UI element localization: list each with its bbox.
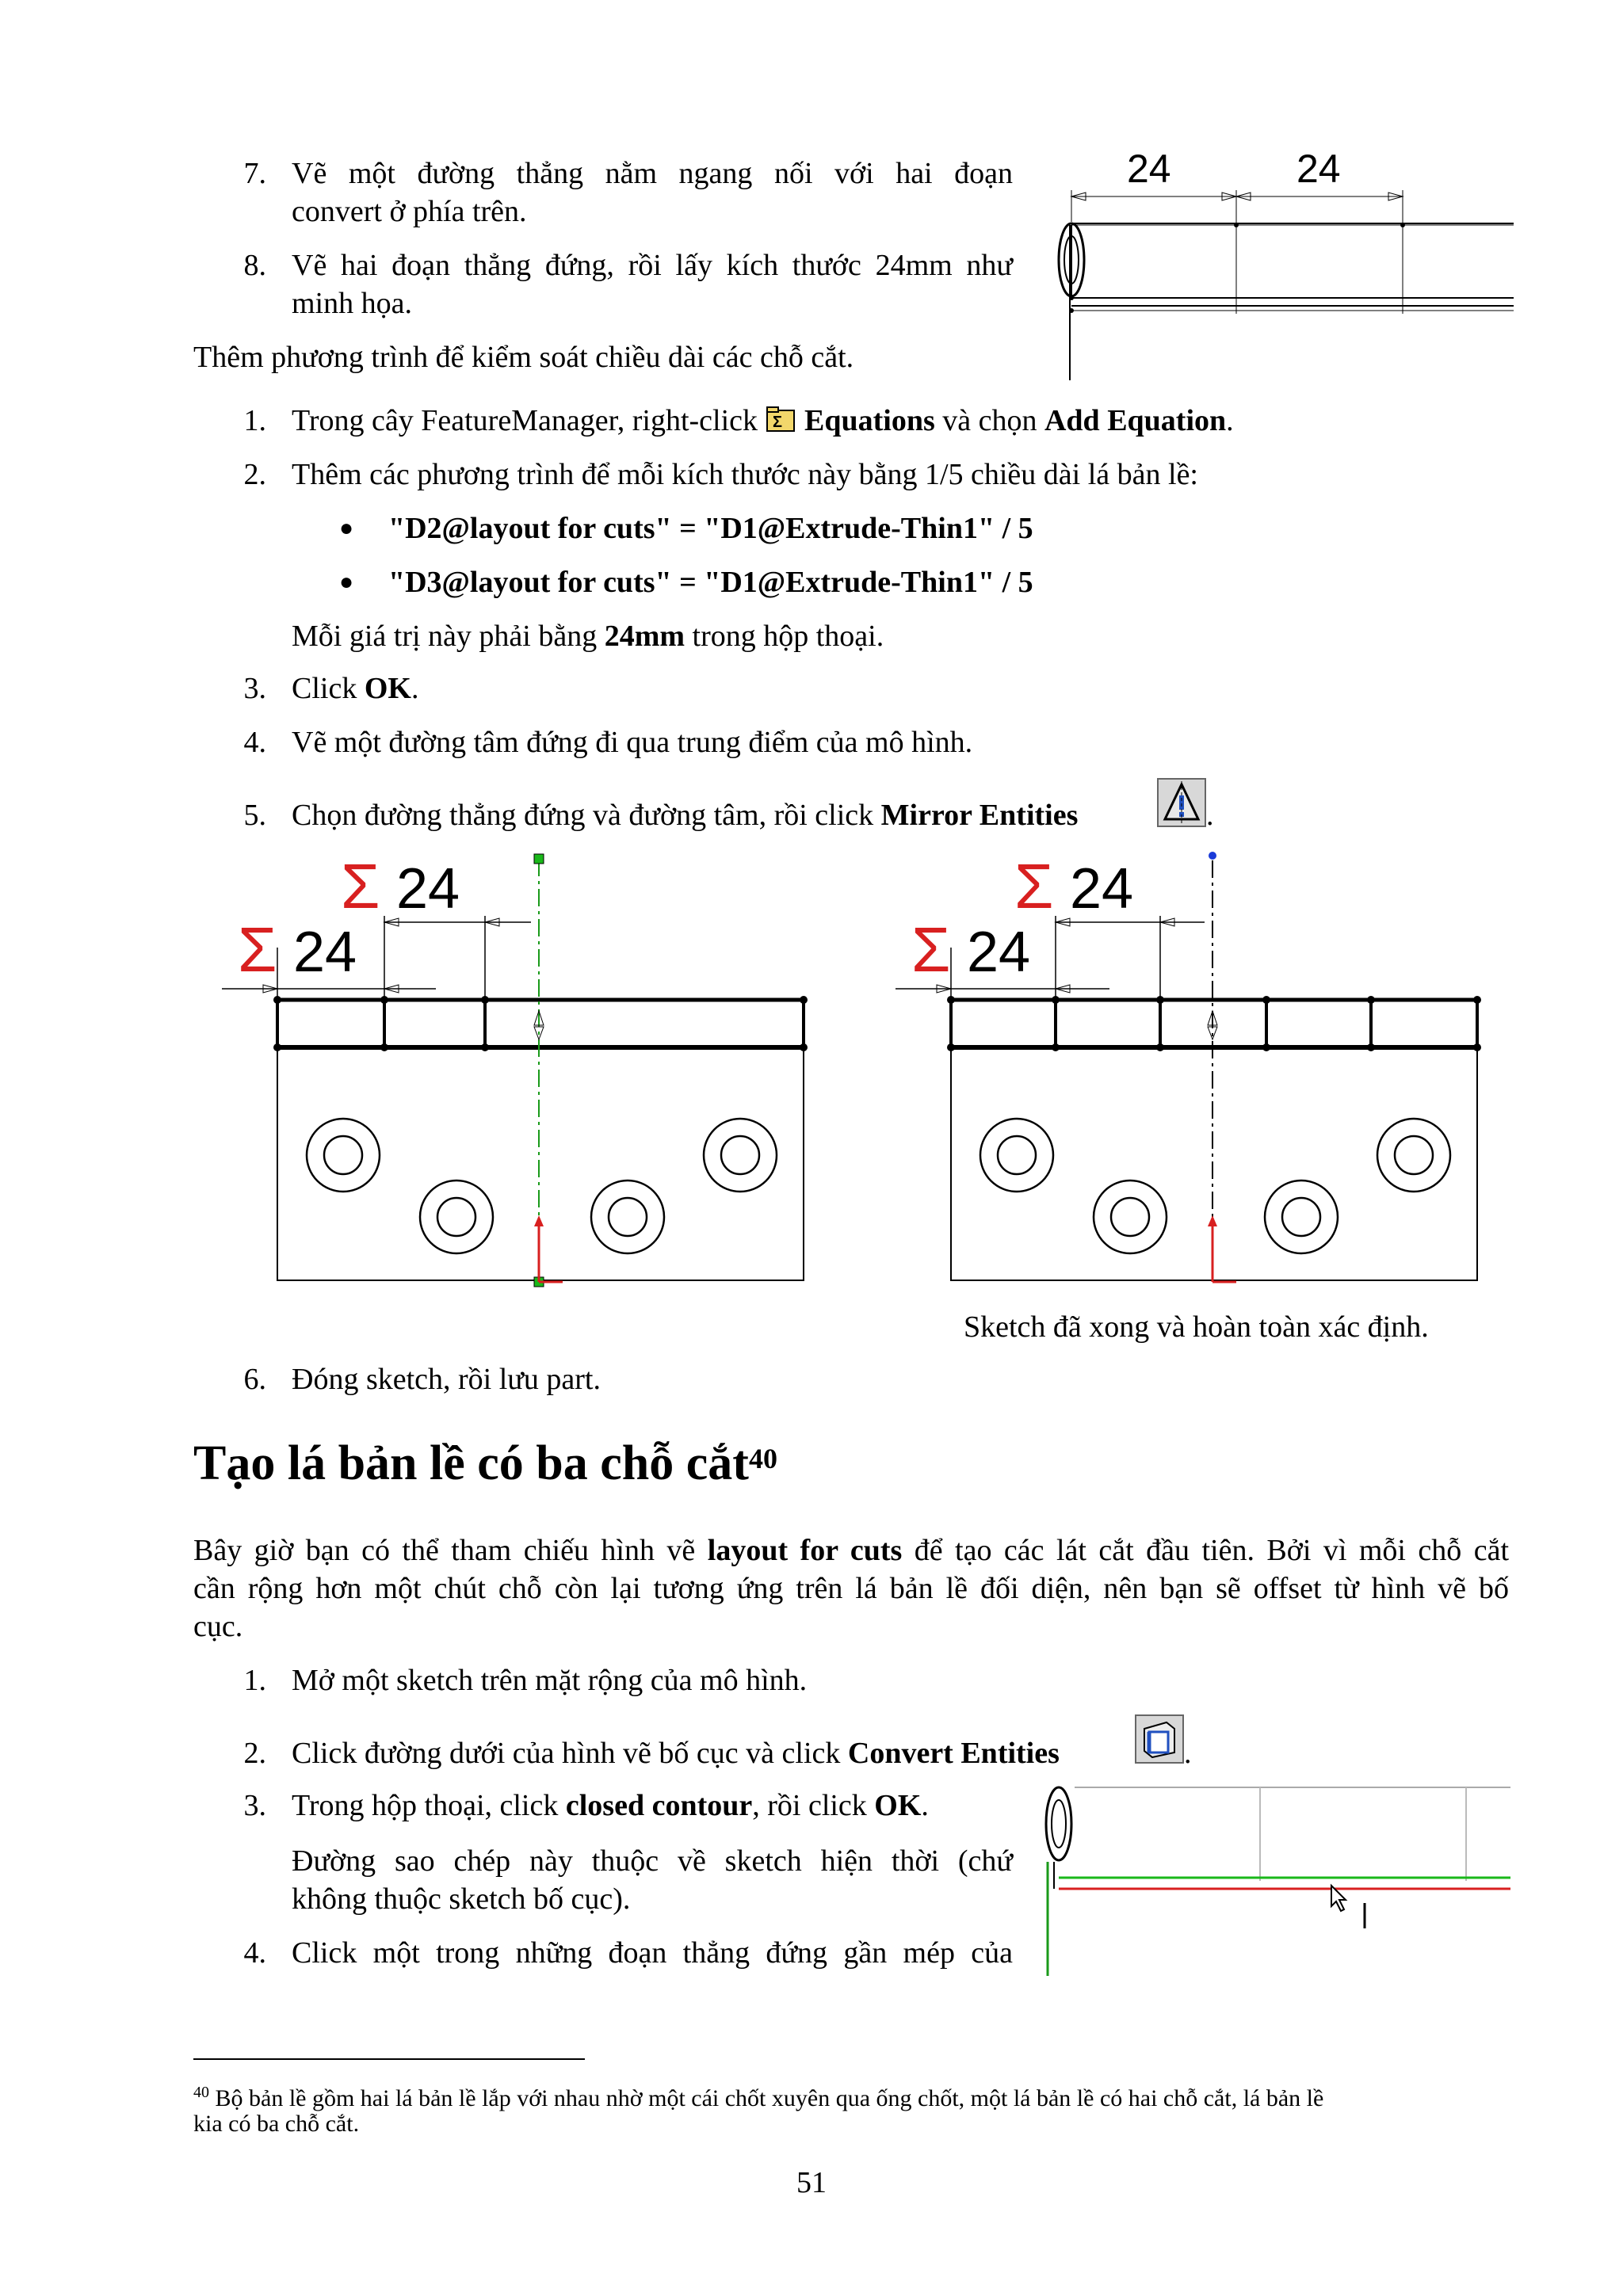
eq-step-5: [292, 797, 1078, 833]
eq-step-3-pre: Click: [292, 672, 365, 705]
figure-caption: Sketch đã xong và hoàn toàn xác định.: [964, 1310, 1429, 1344]
note-value: 24mm: [604, 620, 685, 653]
footnote-text: Bộ bản lề gồm hai lá bản lề lắp với nhau nhờ một cái chốt xuyên qua ống chốt, một lá bản lề có hai chỗ cắt, lá bản lề: [209, 2085, 1324, 2111]
top-dim-a: 24: [1127, 147, 1171, 191]
eq-step-1-mid: và chọn: [934, 404, 1044, 437]
eq-step-1-number: 1.: [243, 404, 266, 437]
svg-text:Σ: Σ: [772, 414, 782, 432]
footnote-line1: [193, 2077, 1509, 2114]
sec-step-2-period: .: [1184, 1737, 1192, 1770]
step-8-line1: Vẽ hai đoạn thẳng đứng, rồi lấy kích thước 24mm như: [292, 249, 1013, 282]
mirror-entities-icon: [1157, 778, 1206, 836]
sketch-dim-3: 24: [1070, 857, 1134, 921]
section-title: Tạo lá bản lề có ba chỗ cắt: [193, 1436, 749, 1490]
sketch-dim-4: 24: [967, 921, 1031, 984]
step-8-line2: minh họa.: [292, 287, 412, 320]
hinge-dimension-figure: [1038, 143, 1514, 380]
sigma-4: Σ: [911, 914, 951, 985]
equations-term: Equations: [804, 404, 935, 437]
eq-step-3-post: .: [411, 672, 419, 705]
eq-step-6: Đóng sketch, rồi lưu part.: [292, 1363, 601, 1396]
equation-note: [292, 618, 884, 654]
sec-step-3-mid: , rồi click: [752, 1789, 875, 1822]
sigma-3: Σ: [1014, 851, 1054, 921]
eq-step-5-period: .: [1206, 799, 1214, 832]
equation-1: [388, 510, 1033, 547]
eq-step-1-post: .: [1226, 404, 1234, 437]
eq-step-6-number: 6.: [243, 1363, 266, 1396]
ok-term-2: OK: [874, 1789, 922, 1822]
step-7-line1: Vẽ một đường thẳng nằm ngang nối với hai đoạn: [292, 157, 1013, 190]
section-intro-line2: cần rộng hơn một chút chỗ còn lại tương ứng trên lá bản lề đối diện, nên bạn sẽ offset từ hình vẽ bố: [193, 1572, 1509, 1605]
note-pre: Mỗi giá trị này phải bằng: [292, 620, 605, 653]
eq-step-1: [292, 402, 1234, 441]
closed-contour-term: closed contour: [565, 1789, 753, 1822]
footnote-ref: 40: [748, 1443, 777, 1474]
eq-step-4-number: 4.: [243, 726, 266, 759]
eq-step-1-text: Trong cây FeatureManager, right-click: [292, 404, 766, 437]
sec-step-4-number: 4.: [243, 1936, 266, 1970]
equation-2-text: "D3@layout for cuts" = "D1@Extrude-Thin1" / 5: [388, 566, 1033, 599]
sigma-1: Σ: [341, 851, 380, 921]
equation-1-text: "D2@layout for cuts" = "D1@Extrude-Thin1" / 5: [388, 512, 1033, 545]
sketch-before-mirror-figure: [214, 845, 816, 1296]
eq-step-2-number: 2.: [243, 458, 266, 491]
sec-step-3: [292, 1787, 929, 1824]
layout-for-cuts-term: layout for cuts: [707, 1534, 903, 1567]
footnote-line2: kia có ba chỗ cắt.: [193, 2111, 360, 2137]
equation-2: [388, 564, 1033, 601]
sketch-dim-1: 24: [396, 857, 460, 921]
sketch-after-mirror-figure: [888, 845, 1490, 1296]
footnote-number: 40: [193, 2084, 209, 2101]
eq-step-4: Vẽ một đường tâm đứng đi qua trung điểm của mô hình.: [292, 726, 973, 759]
equations-folder-icon: [766, 405, 797, 441]
sec-step-3-note-line2: không thuộc sketch bố cục).: [292, 1882, 631, 1916]
footnote-rule: [193, 2058, 585, 2060]
bullet-1: ●: [339, 515, 354, 541]
note-post: trong hộp thoại.: [685, 620, 884, 653]
section-intro-line3: cục.: [193, 1610, 243, 1643]
sec-step-1: Mở một sketch trên mặt rộng của mô hình.: [292, 1664, 808, 1697]
sec-step-3-note-line1: Đường sao chép này thuộc về sketch hiện thời (chứ: [292, 1844, 1013, 1878]
sec-step-3-number: 3.: [243, 1789, 266, 1822]
sec-step-3-post: .: [921, 1789, 929, 1822]
step-7-number: 7.: [243, 157, 266, 190]
intro-post: để tạo các lát cắt đầu tiên. Bởi vì mỗi chỗ cắt: [902, 1534, 1510, 1567]
sigma-2: Σ: [238, 914, 277, 985]
convert-contour-figure: [1043, 1786, 1510, 1976]
sketch-dim-2: 24: [293, 921, 357, 984]
convert-entities-icon: [1135, 1714, 1184, 1772]
ok-term: OK: [364, 672, 411, 705]
eq-step-5-pre: Chọn đường thẳng đứng và đường tâm, rồi click: [292, 799, 881, 832]
sec-step-3-pre: Trong hộp thoại, click: [292, 1789, 566, 1822]
sec-step-4: Click một trong những đoạn thẳng đứng gần mép của: [292, 1936, 1013, 1970]
equations-intro: Thêm phương trình để kiểm soát chiều dài các chỗ cắt.: [193, 341, 854, 374]
eq-step-2: Thêm các phương trình để mỗi kích thước này bằng 1/5 chiều dài lá bản lề:: [292, 458, 1198, 491]
add-equation-term: Add Equation: [1044, 404, 1227, 437]
sec-step-2: [292, 1735, 1060, 1772]
page-number: 51: [796, 2166, 827, 2199]
step-8-number: 8.: [243, 249, 266, 282]
convert-entities-term: Convert Entities: [847, 1737, 1060, 1770]
eq-step-3-number: 3.: [243, 672, 266, 705]
bullet-2: ●: [339, 569, 354, 595]
eq-step-5-number: 5.: [243, 799, 266, 832]
sec-step-1-number: 1.: [243, 1664, 266, 1697]
section-heading: [193, 1436, 777, 1491]
eq-step-3: [292, 670, 418, 707]
step-7-line2: convert ở phía trên.: [292, 195, 527, 228]
sec-step-2-pre: Click đường dưới của hình vẽ bố cục và click: [292, 1737, 848, 1770]
top-dim-b: 24: [1296, 147, 1341, 191]
intro-pre: Bây giờ bạn có thể tham chiếu hình vẽ: [193, 1534, 708, 1567]
mirror-entities-term: Mirror Entities: [880, 799, 1079, 832]
section-intro-line1: [193, 1532, 1509, 1569]
sec-step-2-number: 2.: [243, 1737, 266, 1770]
